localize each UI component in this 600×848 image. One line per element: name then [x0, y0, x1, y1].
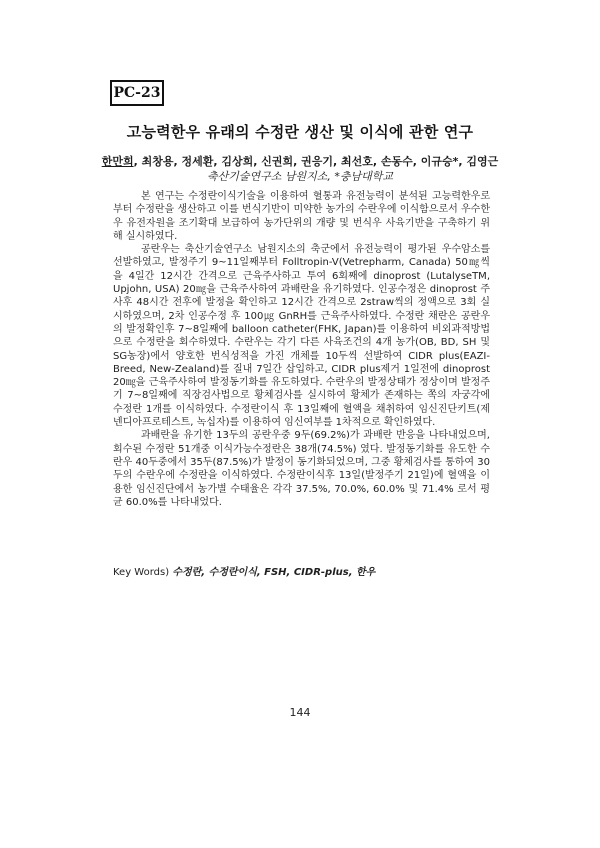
- abstract-body: [113, 190, 490, 509]
- affiliation: 축산기술연구소 남원지소, *충남대학교: [206, 170, 393, 183]
- keywords-label: Key Words): [113, 567, 173, 578]
- abstract-paragraph-results: 과배란을 유기한 13두의 공란우중 9두(69.2%)가 과배란 반응을 나타내었으며, 회수된 수정란 51개중 이식가능수정란은 38개(74.5%) 였다. 발정동기화를 유도한 수란우 40두중에서 35두(87.5%)가 발정이 동기화되었으며, 그중 황체검사를 통하여 30두의 수란우에 수정란을 이식하였다. 수정란이식후 13일(발정주기 21일)에 혈액을 이용한 임신진단에서 농가별 수태율은 각각 37.5%, 70.0%, 60.0% 및 71.4% 로서 평균 60.0%를 나타내었다.: [113, 430, 490, 508]
- page-number: 144: [289, 706, 311, 719]
- author-list: [0, 153, 600, 169]
- keywords-line: [113, 563, 490, 578]
- paper-title: 고능력한우 유래의 수정란 생산 및 이식에 관한 연구: [126, 123, 474, 141]
- abstract-paragraph-methods: 공란우는 축산기술연구소 남원지소의 축군에서 유전능력이 평가된 우수암소를 선발하였고, 발정주기 9~11일째부터 Folltropin-V(Vetrepharm, Canada) 50㎎씩을 4일간 12시간 간격으로 근육주사하고 투여 6회째에 dinoprost (LutalyseTM, Upjohn, USA) 20㎎을 근육주사하여 과배란을 유기하였다. 인공수정은 dinoprost 주사후 48시간 전후에 발정을 확인하고 12시간 간격으로 2straw씩의 정액으로 3회 실시하였으며, 2차 인공수정 후 100㎍ GnRH를 근육주사하였다. 수정란 채란은 공란우의 발정확인후 7~8일째에 balloon catheter(FHK, Japan)를 이용하여 비외과적방법으로 수정란을 회수하였다. 수란우는 각기 다른 사육조건의 4개 농가(OB, BD, SH 및 SG농장)에서 양호한 번식성적을 가진 개체를 10두씩 선발하여 CIDR plus(EAZI-Breed, New-Zealand)를 질내 7일간 삽입하고, CIDR plus제거 1일전에 dinoprost 20㎎을 근육주사하여 발정동기화를 유도하였다. 수란우의 발정상태가 정상이며 발정주기 7~8일째에 직장검사법으로 황체검사를 실시하여 황체가 존재하는 쪽의 자궁각에 수정란 1개를 이식하였다. 수정란이식 후 13일째에 혈액을 채취하여 임신진단키트(제넨디아프로테스트, 녹십자)를 이용하여 임신여부를 1차적으로 확인하였다.: [113, 244, 490, 429]
- co-authors: , 최창용, 정세환, 김상희, 신권희, 권응기, 최선호, 손동수, 이규승*, 김영근: [133, 155, 499, 168]
- abstract-paragraph-intro: 본 연구는 수정란이식기술을 이용하여 혈통과 유전능력이 분석된 고능력한우로부터 수정란을 생산하고 이를 번식기반이 미약한 농가의 수란우에 이식함으로서 우수한우 유전자원을 조기확대 보급하여 농가단위의 개량 및 번식우 사육기반을 구축하기 위해 실시하였다.: [113, 191, 490, 242]
- paper-code-box: [110, 80, 164, 106]
- keywords-list: 수정란, 수정란이식, FSH, CIDR-plus, 한우: [172, 567, 376, 578]
- first-author: 한만희: [101, 155, 134, 168]
- paper-code: PC-23: [113, 85, 161, 101]
